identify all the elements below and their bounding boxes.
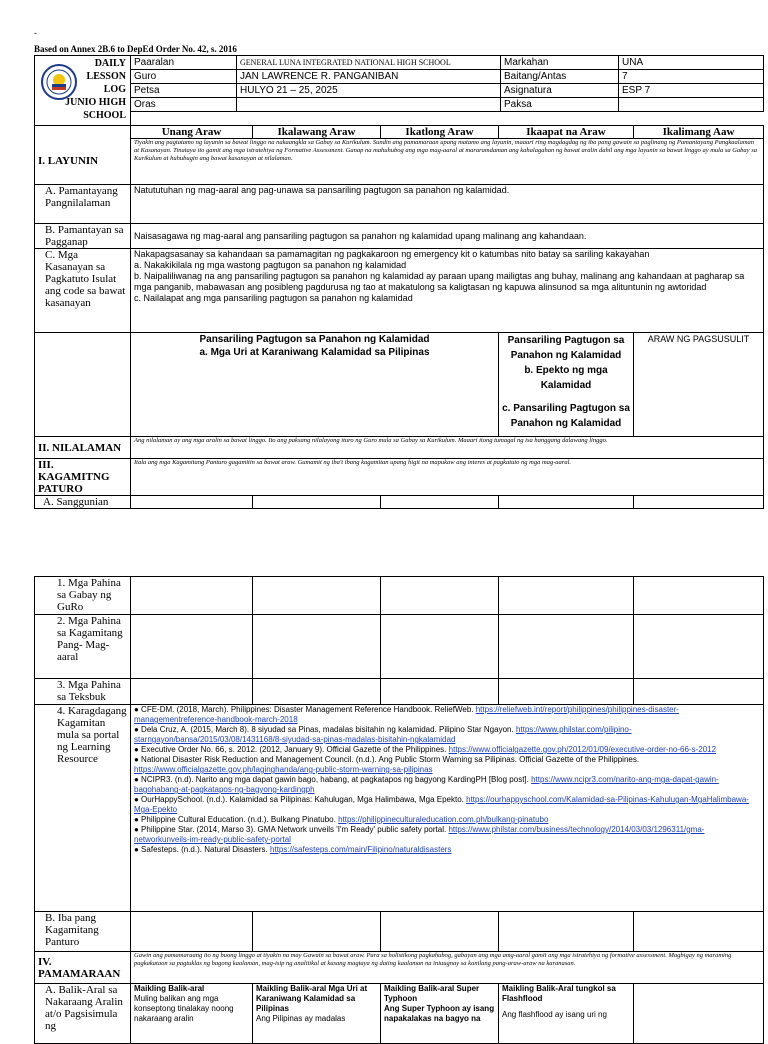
reference-2 [134, 725, 760, 745]
item-2-num: 2. [57, 615, 66, 627]
item-1-label: Mga Pahina sa Gabay ng GuRo [57, 577, 121, 613]
reference-5-text: ● NCIPR3. (n.d). Narito ang mga dapat gawin bago, habang, at pagkatapos ng bagyong KardingPH [Blog post]. [134, 775, 529, 784]
balik-day3 [381, 984, 499, 1044]
reference-5-link[interactable]: https://www.ncipr3.com/narito-ang-mga-dapat-gawin-bagohabang-at-pagkatapos-ng-bagyong-kardingph [134, 775, 719, 794]
value-oras [237, 98, 501, 112]
kasanayan-label: C. Mga Kasanayan sa Pagkatuto Isulat ang code sa bawat kasanayan [35, 249, 131, 333]
kagamitan-text: Itala ang mga Kagamitang Panturo gagamitin sa bawat araw. Gumamit ng iba't ibang kagamitan upang higit na mapukaw ang interes at pagkatuto ng mga mag-aaral. [131, 459, 764, 496]
pamantayan-pagganap-text: Naisasagawa ng mag-aaral ang pansariling pagtugon sa panahon ng kalamidad upang malinang ang kahandaan. [131, 224, 764, 249]
reference-8-link[interactable]: https://www.philstar.com/business/technology/2014/03/03/1296311/gma-networkunveils-im-ready-public-safety-portal [134, 825, 705, 844]
title-line-4: JUNIO HIGH [65, 97, 126, 108]
kasanayan-line-b: b. Naipaliliwanag na ang pansariling pagtugon sa panahon ng kalamidad ay paraan upang mailigtas ang buhay, malinang ang kahandaan at pagharap sa mga panganib, mabawasan ang posibleng pagdurusa ng tao at makatulong sa kaligtasan ng kapuwa alinsunod sa mga alituntunin ng awtoridad [134, 271, 745, 292]
label-guro: Guro [131, 70, 237, 84]
kasanayan-line-c: c. Nailalapat ang mga pansariling pagtugon sa panahon ng kalamidad [134, 293, 413, 303]
value-baitang: 7 [619, 70, 764, 84]
title-line-5: SCHOOL [83, 110, 126, 121]
page-mark: - [34, 28, 37, 38]
balik-day3-text: Ang Super Typhoon ay isang napakalakas na bagyo na [384, 1004, 495, 1023]
balik-day2 [253, 984, 381, 1044]
pamantayang-pangnilalaman-text: Natututuhan ng mag-aaral ang pag-unawa sa pansariling pagtugon sa panahon ng kalamidad. [131, 185, 764, 224]
value-guro: JAN LAWRENCE R. PANGANIBAN [237, 70, 501, 84]
item-4 [35, 705, 131, 912]
item-4-num: 4. [57, 705, 66, 717]
kasanayan-cell [131, 249, 764, 333]
reference-1-link[interactable]: https://reliefweb.int/report/philippines/philippines-disaster-managementreference-handbook-march-2018 [134, 705, 679, 724]
topic-main-cell [131, 333, 499, 437]
balik-aral-label: A. Balik-Aral sa Nakaraang Aralin at/o Pagsisimula ng [35, 984, 131, 1044]
value-paaralan: GENERAL LUNA INTEGRATED NATIONAL HIGH SCHOOL [237, 56, 501, 70]
basis-line: Based on Annex 2B.6 to DepEd Order No. 42, s. 2016 [34, 44, 237, 54]
day-3-header: Ikatlong Araw [381, 126, 499, 139]
title-line-1: DAILY [94, 58, 126, 69]
balik-day4 [499, 984, 634, 1044]
reference-3-link[interactable]: https://www.officialgazette.gov.ph/2012/01/09/executive-order-no-66-s-2012 [448, 745, 717, 754]
item-1 [35, 577, 131, 615]
topic-day4-cell [499, 333, 634, 437]
reference-4-text: ● National Disaster Risk Reduction and Management Council. (n.d.). Ang Public Storm Warning sa Pilipinas. Official Gazette of the Philippines. [134, 755, 640, 764]
title-cell [35, 56, 131, 126]
day-4-header: Ikaapat na Araw [499, 126, 634, 139]
item-4-label: Karagdagang Kagamitan mula sa portal ng Learning Resource [57, 705, 127, 765]
item-2-label: Mga Pahina sa Kagamitang Pang- Mag-aaral [57, 615, 123, 663]
topic-main-title: Pansariling Pagtugon sa Panahon ng Kalamidad [199, 334, 430, 345]
kasanayan-line-a: a. Nakakikilala ng mga wastong pagtugon sa panahon ng kalamidad [134, 260, 407, 270]
topic-day4-b: b. Epekto ng mga Kalamidad [524, 365, 608, 391]
value-paksa [619, 98, 764, 112]
reference-1 [134, 705, 760, 725]
page2-table [34, 576, 763, 1044]
main-table [34, 125, 763, 509]
reference-2-link[interactable]: https://www.philstar.com/pilipino-starngayon/bansa/2015/03/08/1431168/8-siyudad-sa-pinas-madalas-bisitahin-ngkalamidad [134, 725, 632, 744]
balik-day3-title: Maikling Balik-aral Super Typhoon [384, 984, 480, 1003]
reference-1-text: ● CFE-DM. (2018, March). Philippines: Disaster Management Reference Handbook. ReliefWeb. [134, 705, 474, 714]
day-5-header: Ikalimang Aaw [634, 126, 764, 139]
header-block [34, 55, 763, 126]
reference-9-text: ● Safesteps. (n.d.). Natural Disasters. [134, 845, 268, 854]
day-2-header: Ikalawang Araw [253, 126, 381, 139]
item-1-num: 1. [57, 577, 66, 589]
day-1-header: Unang Araw [131, 126, 253, 139]
reference-9-link[interactable]: https://safesteps.com/main/Filipino/naturaldisasters [270, 845, 452, 854]
pamamaraan-label: IV. PAMAMARAAN [35, 952, 131, 984]
reference-8-text: ● Philippine Star. (2014, Marso 3). GMA Network unveils 'I'm Ready' public safety portal. [134, 825, 447, 834]
reference-5 [134, 775, 760, 795]
references-cell [131, 705, 764, 912]
reference-9 [134, 845, 760, 855]
reference-4 [134, 755, 760, 775]
kasanayan-line-0: Nakapagsasanay sa kahandaan sa pamamagitan ng pagkakaroon ng emergency kit o katumbas nito batay sa sariling kakayahan [134, 249, 650, 259]
balik-day1-text: Muling balikan ang mga konseptong tinalakay noong nakaraang aralin [134, 994, 234, 1023]
item-3-label: Mga Pahina sa Teksbuk [57, 679, 121, 703]
label-petsa: Petsa [131, 84, 237, 98]
item-2 [35, 615, 131, 679]
label-paksa: Paksa [501, 98, 619, 112]
nilalaman-label: II. NILALAMAN [35, 437, 131, 459]
item-3 [35, 679, 131, 705]
kagamitan-label: III. KAGAMITNG PATURO [35, 459, 131, 496]
pamantayang-pangnilalaman-label: A. Pamantayang Pangnilalaman [35, 185, 131, 224]
topic-day4-c: c. Pansariling Pagtugon sa Panahon ng Kalamidad [502, 403, 630, 429]
balik-day2-title: Maikling Balik-aral Mga Uri at Karaniwang Kalamidad sa Pilipinas [256, 984, 368, 1013]
balik-day2-text: Ang Pilipinas ay madalas [256, 1014, 346, 1023]
balik-day4-title: Maikling Balik-Aral tungkol sa Flashflood [502, 984, 616, 1003]
balik-day1 [131, 984, 253, 1044]
topic-day4-title: Pansariling Pagtugon sa Panahon ng Kalamidad [507, 335, 625, 361]
reference-8 [134, 825, 760, 845]
label-markahan: Markahan [501, 56, 619, 70]
balik-day4-text: Ang flashflood ay isang uri ng [502, 1010, 607, 1019]
title-line-3: LOG [103, 84, 126, 95]
reference-7 [134, 815, 760, 825]
label-asignatura: Asignatura [501, 84, 619, 98]
layunin-label: I. LAYUNIN [35, 139, 131, 185]
reference-3 [134, 745, 760, 755]
reference-2-text: ● Dela Cruz, A. (2015, March 8). 8 siyudad sa Pinas, madalas bisitahin ng kalamidad. Pilipino Star Ngayon. [134, 725, 514, 734]
reference-4-link[interactable]: https://www.officialgazette.gov.ph/laginghanda/ang-public-storm-warning-sa-pilipinas [134, 765, 433, 774]
reference-6 [134, 795, 760, 815]
nilalaman-text: Ang nilalaman ay ang mga aralin sa bawat linggo. Ito ang paksang nilalayong ituro ng Guro mula sa Gabay sa Kurikulum. Maaari itong tumagal ng isa hanggang dalawang linggo. [131, 437, 764, 459]
pamantayan-pagganap-label: B. Pamantayan sa Pagganap [35, 224, 131, 249]
label-paaralan: Paaralan [131, 56, 237, 70]
layunin-text: Tiyakin ang pagtatamo ng layunin sa bawat linggo na nakaangkla sa Gabay sa Kurikulum. Sundin ang pamamaraan upang matamo ang layunin, maaari ring magdagdag ng iba pang gawain sa paglinang ng Pamantayang Pangkaalaman at Kasanayan. Tinataya ito gamit ang mga istratehiya ng Formative Assessment. Ganap na mahuhubog ang mga mag-aaral at mararamdaman ang kahalagahan ng bawat aralin dahil ang mga layunin sa bawat linggo ay mula sa Gabay sa Kurikulum at huhubugin ang bawat kasanayan at nilalaman. [131, 139, 764, 185]
balik-day1-title: Maikling Balik-aral [134, 984, 205, 993]
label-baitang: Baitang/Antas [501, 70, 619, 84]
reference-3-text: ● Executive Order No. 66, s. 2012. (2012, January 9). Official Gazette of the Philippines. [134, 745, 447, 754]
reference-7-link[interactable]: https://philippineculturaleducation.com.ph/bulkang-pinatubo [338, 815, 549, 824]
value-petsa: HULYO 21 – 25, 2025 [237, 84, 501, 98]
reference-6-text: ● OurHappySchool. (n.d.). Kalamidad sa Pilipinas: Kahulugan, Mga Halimbawa, Mga Epekto. [134, 795, 464, 804]
sanggunian-label: A. Sanggunian [35, 496, 131, 509]
item-3-num: 3. [57, 679, 66, 691]
pamamaraan-text: Gawin ang pamamaraang ito ng buong linggo at tiyakin na may Gawain sa bawat araw. Para sa holistikong pagkahubog, gabayan ang mga amg-aaral gamit ang mga istratehiya ng formative assessment. Magbigay ng maraming pagkakataon sa pagtuklas ng bagong kaalaman, mag-isip ng analitikal at kusang magtaya ng dating kaalaman na iniuugnay sa kanilang pang-araw-araw na karanasan. [131, 952, 764, 984]
reference-7-text: ● Philippine Cultural Education. (n.d.). Bulkang Pinatubo. [134, 815, 336, 824]
title-line-2: LESSON [86, 71, 126, 82]
value-markahan: UNA [619, 56, 764, 70]
topic-main-sub: a. Mga Uri at Karaniwang Kalamidad sa Pilipinas [199, 347, 430, 358]
value-asignatura: ESP 7 [619, 84, 764, 98]
reference-6-link[interactable]: https://ourhappyschool.com/Kalamidad-sa-Pilipinas-Kahulugan-MgaHalimbawa-Mga-Epekto [134, 795, 749, 814]
iba-pang-label: B. Iba pang Kagamitang Panturo [35, 912, 131, 952]
topic-day5: ARAW NG PAGSUSULIT [634, 333, 764, 437]
label-oras: Oras [131, 98, 237, 112]
